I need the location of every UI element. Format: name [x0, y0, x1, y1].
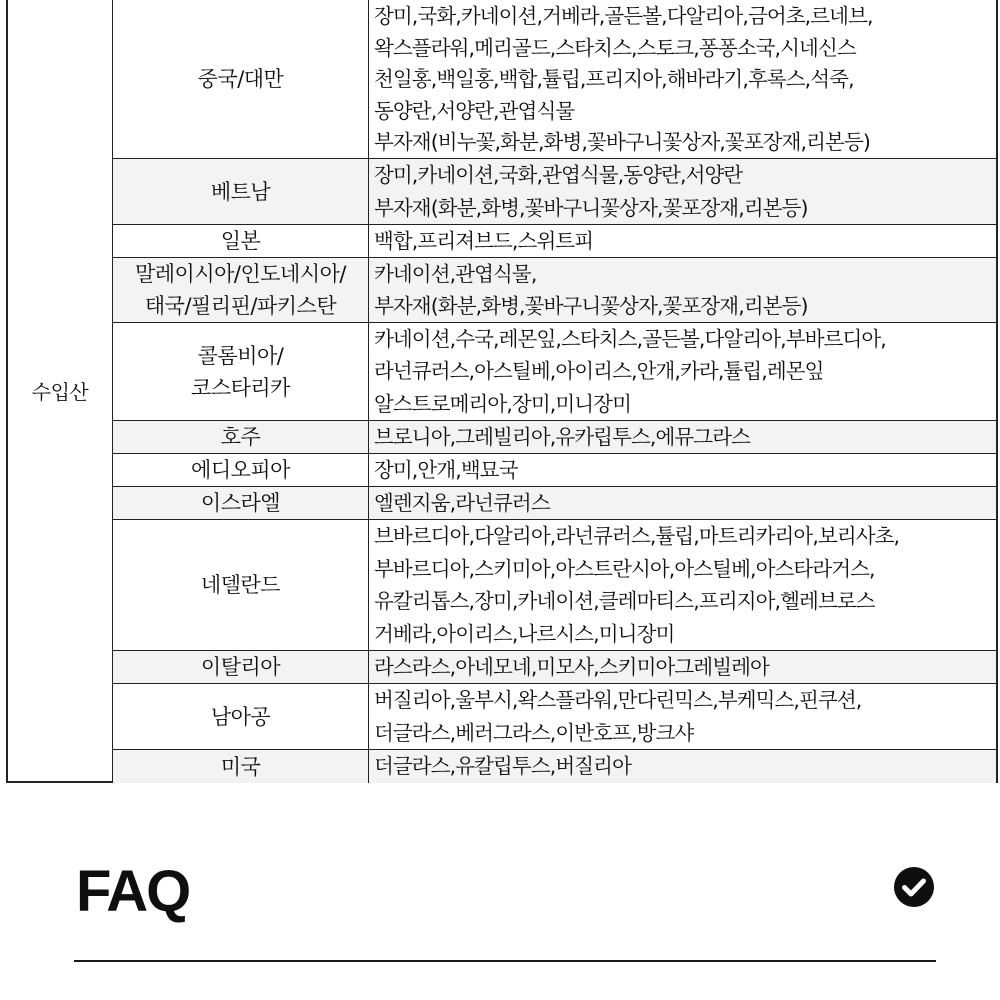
country-cell [113, 520, 369, 650]
flower-list-line: 버질리아,울부시,왁스플라워,만다린믹스,부케믹스,핀쿠션, [374, 688, 862, 712]
faq-divider [74, 960, 936, 962]
country-cell [113, 225, 369, 257]
flower-list-line: 라넌큐러스,아스틸베,아이리스,안개,카라,튤립,레몬잎 [374, 359, 824, 384]
faq-heading: FAQ [76, 859, 190, 924]
country-name: 콜롬비아/ [197, 343, 284, 368]
country-cell [113, 454, 369, 486]
flower-list-line: 카네이션,수국,레몬잎,스타치스,골든볼,다알리아,부바르디아, [374, 327, 886, 351]
flower-list-line: 천일홍,백일홍,백합,튤립,프리지아,해바라기,후록스,석죽, [374, 67, 854, 92]
flower-list-line: 왁스플라워,메리골드,스타치스,스토크,퐁퐁소국,시네신스 [374, 35, 856, 60]
flower-list-line: 백합,프리져브드,스위트피 [374, 229, 594, 253]
flower-list-line: 장미,카네이션,국화,관엽식물,동양란,서양란 [374, 163, 743, 187]
flower-list-line: 거베라,아이리스,나르시스,미니장미 [374, 621, 675, 646]
flower-list-line: 브바르디아,다알리아,라넌큐러스,튤립,마트리카리아,보리사초, [374, 524, 900, 548]
country-cell [113, 651, 369, 683]
table-row [113, 159, 996, 225]
table-row [113, 750, 996, 783]
flower-list-line: 동양란,서양란,관엽식물 [374, 98, 575, 123]
country-name: 코스타리카 [191, 375, 290, 400]
country-name: 미국 [220, 754, 261, 779]
flower-list-line: 부자재(화분,화병,꽃바구니꽃상자,꽃포장재,리본등) [374, 195, 808, 220]
country-name: 호주 [220, 425, 261, 449]
flower-list-line: 브로니아,그레빌리아,유카립투스,에뮤그라스 [374, 425, 751, 449]
flower-list-cell [369, 684, 996, 749]
country-name: 에디오피아 [191, 458, 290, 482]
flower-list-cell [369, 159, 996, 224]
table-row [113, 0, 996, 159]
flower-list-line: 부바르디아,스키미아,아스트란시아,아스틸베,아스타라거스, [374, 556, 875, 581]
flower-list-line: 부자재(화분,화병,꽃바구니꽃상자,꽃포장재,리본등) [374, 294, 808, 318]
country-cell [113, 750, 369, 783]
flower-list-cell [369, 421, 996, 453]
country-cell [113, 258, 369, 322]
country-name: 네델란드 [200, 573, 281, 597]
flower-list-line: 유칼리톱스,장미,카네이션,클레마티스,프리지아,헬레브로스 [374, 589, 875, 613]
country-name: 이탈리아 [200, 655, 281, 679]
table-row [113, 225, 996, 258]
flower-list-cell [369, 454, 996, 486]
flower-list-line: 더글라스,유칼립투스,버질리아 [374, 754, 631, 779]
flower-list-cell [369, 750, 996, 783]
flower-list-cell [369, 258, 996, 322]
table-row [113, 258, 996, 323]
table-row [113, 421, 996, 454]
country-cell [113, 0, 369, 158]
country-name: 일본 [220, 229, 261, 253]
flower-list-line: 부자재(비누꽃,화분,화병,꽃바구니꽃상자,꽃포장재,리본등) [374, 130, 870, 155]
table-rows [113, 0, 996, 781]
flower-list-cell [369, 520, 996, 650]
flower-list-cell [369, 225, 996, 257]
table-row [113, 651, 996, 684]
country-cell [113, 421, 369, 453]
flower-list-cell [369, 487, 996, 519]
country-cell [113, 684, 369, 749]
flower-list-cell [369, 323, 996, 420]
import-origin-table [6, 0, 998, 783]
table-row [113, 487, 996, 520]
country-name: 태국/필리핀/파키스탄 [144, 294, 337, 318]
country-cell [113, 159, 369, 224]
table-row [113, 323, 996, 421]
country-name: 이스라엘 [200, 491, 281, 515]
country-name: 베트남 [210, 179, 271, 204]
country-name: 말레이시아/인도네시아/ [134, 262, 346, 286]
flower-list-cell [369, 0, 996, 158]
table-row [113, 520, 996, 651]
flower-list-cell [369, 651, 996, 683]
flower-list-line: 장미,안개,백묘국 [374, 458, 518, 482]
check-circle-icon[interactable] [893, 866, 935, 908]
flower-list-line: 장미,국화,카네이션,거베라,골든볼,다알리아,금어초,르네브, [374, 4, 873, 29]
region-cell [8, 0, 113, 781]
country-name: 남아공 [210, 704, 271, 729]
country-name: 중국/대만 [197, 67, 284, 91]
flower-list-line: 라스라스,아네모네,미모사,스키미아그레빌레아 [374, 655, 769, 679]
table-row [113, 684, 996, 750]
flower-list-line: 더글라스,베러그라스,이반호프,방크샤 [374, 720, 694, 745]
region-label: 수입산 [31, 380, 89, 404]
country-cell [113, 323, 369, 420]
flower-list-line: 알스트로메리아,장미,미니장미 [374, 391, 631, 416]
flower-list-line: 엘렌지움,라넌큐러스 [374, 491, 550, 515]
table-row [113, 454, 996, 487]
country-cell [113, 487, 369, 519]
flower-list-line: 카네이션,관엽식물, [374, 262, 537, 286]
